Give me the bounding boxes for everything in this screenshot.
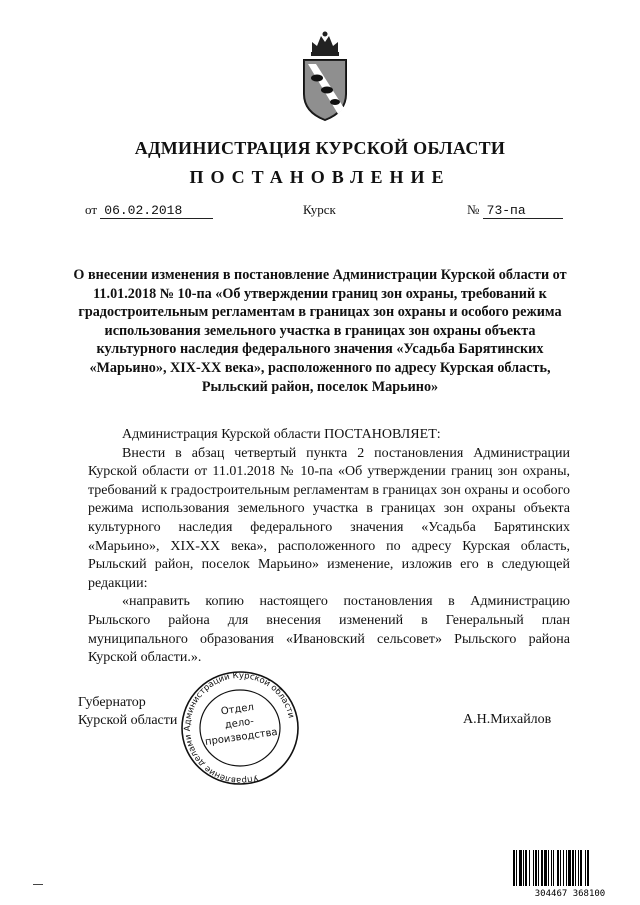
position-line: Губернатор — [78, 695, 146, 710]
barcode-bar — [587, 850, 589, 886]
barcode-bar — [523, 850, 524, 886]
barcode-bar — [553, 850, 554, 886]
document-title: О внесении изменения в постановление Администрации Курской области от 11.01.2018 № 10-па «Об утверждении границ зон охраны, требований к градостроительным регламентам в границах зон охраны и особого режима использования земельного участка в границах зон охраны объекта культурного наследия федерального значения «Усадьба Барятинских «Марьино», XIX-XX века», расположенного по адресу Курская область, Рыльский район, поселок Марьино» — [73, 267, 567, 395]
document-date: 06.02.2018 — [100, 203, 213, 219]
position-line: Курской области — [78, 713, 178, 728]
stamp-center-text: Отдел — [220, 701, 255, 718]
barcode-bar — [572, 850, 574, 886]
stamp-ring-text: Управление делами Администрации Курской области — [182, 670, 296, 786]
document-number: 73-па — [483, 203, 563, 219]
number-line — [467, 202, 563, 219]
barcode-bar — [544, 850, 547, 886]
signatory-name: А.Н.Михайлов — [463, 712, 552, 727]
barcode-bar — [548, 850, 549, 886]
organization-heading: АДМИНИСТРАЦИЯ КУРСКОЙ ОБЛАСТИ — [134, 138, 506, 158]
stamp-center-text: дело- — [224, 716, 255, 732]
stamp-center-text: производства — [204, 726, 279, 748]
barcode-bar — [575, 850, 576, 886]
barcode-bar — [551, 850, 552, 886]
barcode-bar — [516, 850, 517, 886]
barcode-bar — [563, 850, 564, 886]
barcode-bar — [513, 850, 515, 886]
barcode-bar — [519, 850, 522, 886]
barcode-bar — [529, 850, 530, 886]
barcode-bar — [560, 850, 561, 886]
barcode-bar — [585, 850, 586, 886]
number-prefix: № — [467, 202, 480, 217]
body-lead: Администрация Курской области ПОСТАНОВЛЯЕТ: — [122, 427, 441, 442]
date-prefix: от — [85, 202, 98, 217]
barcode-bar — [535, 850, 537, 886]
barcode-bar — [541, 850, 543, 886]
coat-of-arms-emblem — [300, 30, 350, 122]
date-line — [85, 202, 213, 219]
barcode-bar — [538, 850, 539, 886]
document-type-heading: ПОСТАНОВЛЕНИЕ — [189, 167, 451, 187]
document-body — [88, 426, 570, 668]
barcode-bar — [525, 850, 527, 886]
body-paragraph: Внести в абзац четвертый пункта 2 постановления Администрации Курской области от 11.01.2018 № 10-па «Об утверждении границ зон охраны, требований к градостроительным регламентам в границах зон охраны и особого режима использования земельного участка в границах зон охраны объекта культурного наследия федерального значения «Усадьба Барятинских «Марьино», XIX-XX века», расположенного по адресу Курская область, Рыльский район, поселок Марьино» изменение, изложив его в следующей редакции: — [88, 445, 570, 591]
barcode-bar — [557, 850, 559, 886]
signatory-position — [78, 694, 177, 730]
barcode-bar — [568, 850, 571, 886]
barcode — [511, 850, 629, 898]
barcode-bar — [578, 850, 579, 886]
barcode-bar — [580, 850, 582, 886]
scan-mark — [33, 884, 43, 885]
body-paragraph: «направить копию настоящего постановления в Администрацию Рыльского района для внесения изменений в Генеральный план муниципального образования «Ивановский сельсовет» Рыльского района Курской области.». — [88, 594, 570, 666]
barcode-bar — [566, 850, 567, 886]
barcode-digits: 304467 368100 — [534, 889, 606, 898]
official-stamp — [175, 668, 305, 788]
city-label: Курск — [303, 202, 336, 217]
barcode-bar — [533, 850, 534, 886]
